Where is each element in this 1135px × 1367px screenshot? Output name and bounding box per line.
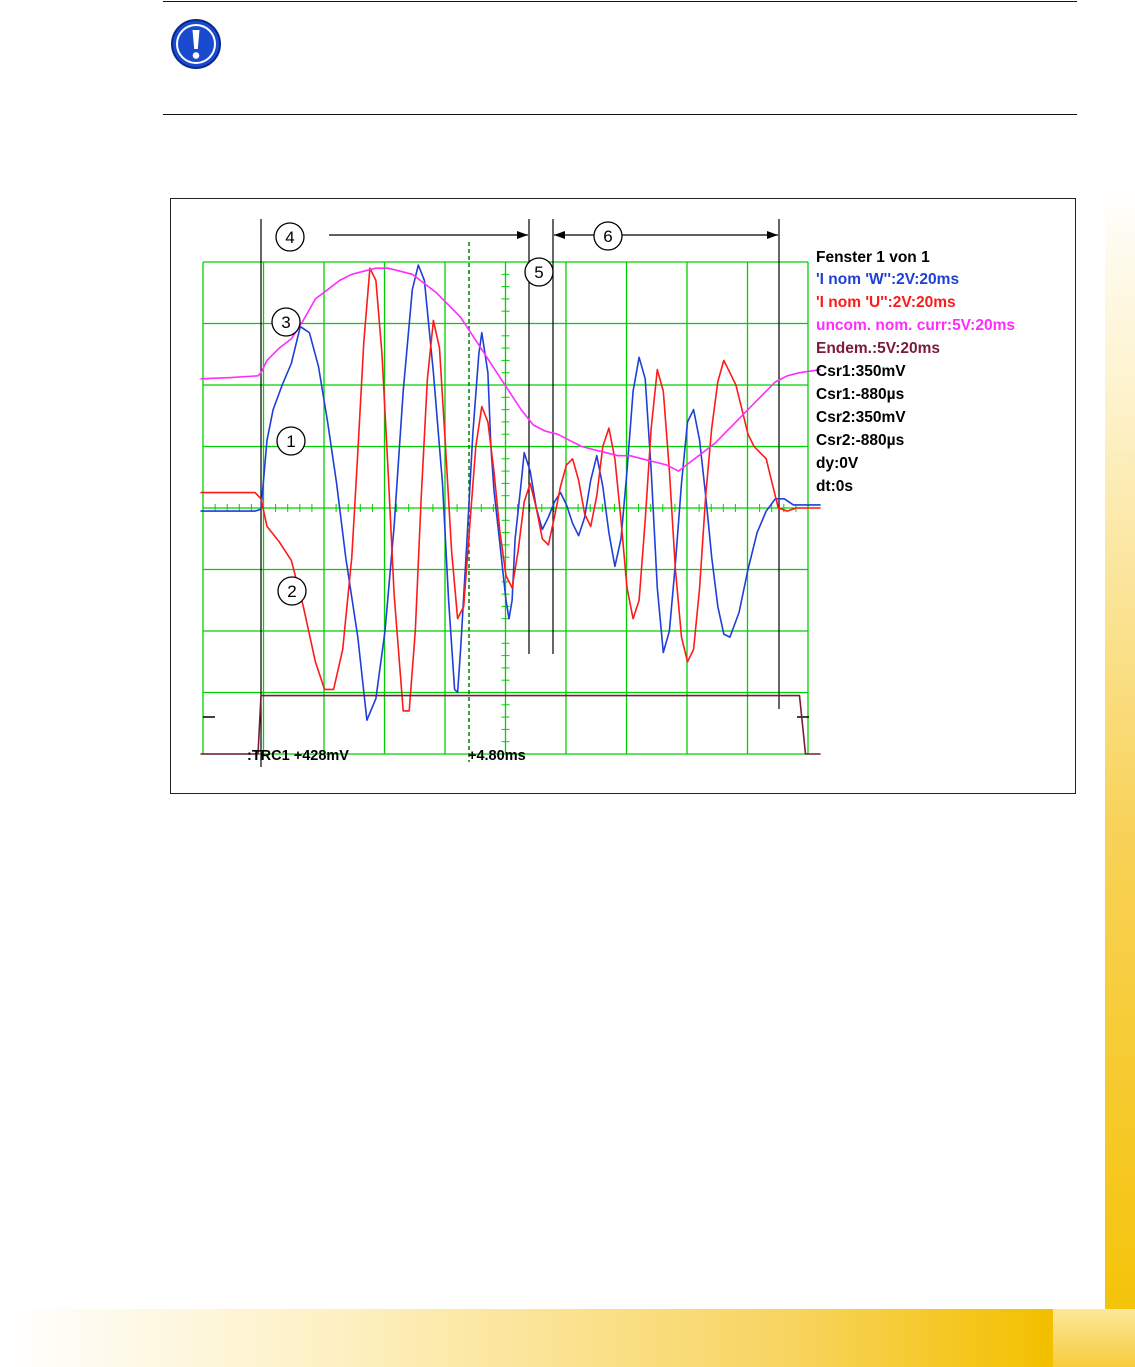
arrow-head (517, 231, 528, 239)
callout-label: 5 (534, 263, 544, 282)
callout-label: 2 (287, 582, 297, 601)
legend-entry: 'I nom 'U'':2V:20ms (816, 294, 956, 311)
legend-entry: Csr2:350mV (816, 409, 906, 426)
arrow-head (767, 231, 778, 239)
legend-entry: Endem.:5V:20ms (816, 340, 941, 357)
callout-label: 6 (603, 227, 613, 246)
exclamation-notice-icon (170, 18, 222, 70)
legend-entry: dt:0s (816, 478, 854, 495)
top-rule (163, 1, 1077, 2)
series-traces (201, 265, 821, 754)
oscilloscope-chart (171, 199, 1077, 795)
footer-corner-box (1053, 1309, 1135, 1367)
legend-entry: Csr2:-880µs (816, 432, 905, 449)
callout-label: 3 (281, 313, 291, 332)
callout-label: 4 (285, 228, 295, 247)
footer-color-bar (0, 1309, 1135, 1367)
legend-entry: uncom. nom. curr:5V:20ms (816, 317, 1015, 334)
legend-entry: 'I nom 'W'':2V:20ms (816, 271, 960, 288)
bottom-rule (163, 114, 1077, 115)
series-line-4 (201, 696, 821, 754)
callout-label: 1 (286, 432, 296, 451)
side-color-bar (1105, 180, 1135, 1367)
legend-entry: Fenster 1 von 1 (816, 249, 930, 266)
legend-entry: Csr1:-880µs (816, 386, 905, 403)
legend-entry: dy:0V (816, 455, 859, 472)
time-readout: +4.80ms (468, 748, 526, 764)
legend-entry: Csr1:350mV (816, 363, 906, 380)
trace-readout: :TRC1 +428mV (247, 748, 349, 764)
arrow-head (554, 231, 565, 239)
oscilloscope-frame (170, 198, 1076, 794)
